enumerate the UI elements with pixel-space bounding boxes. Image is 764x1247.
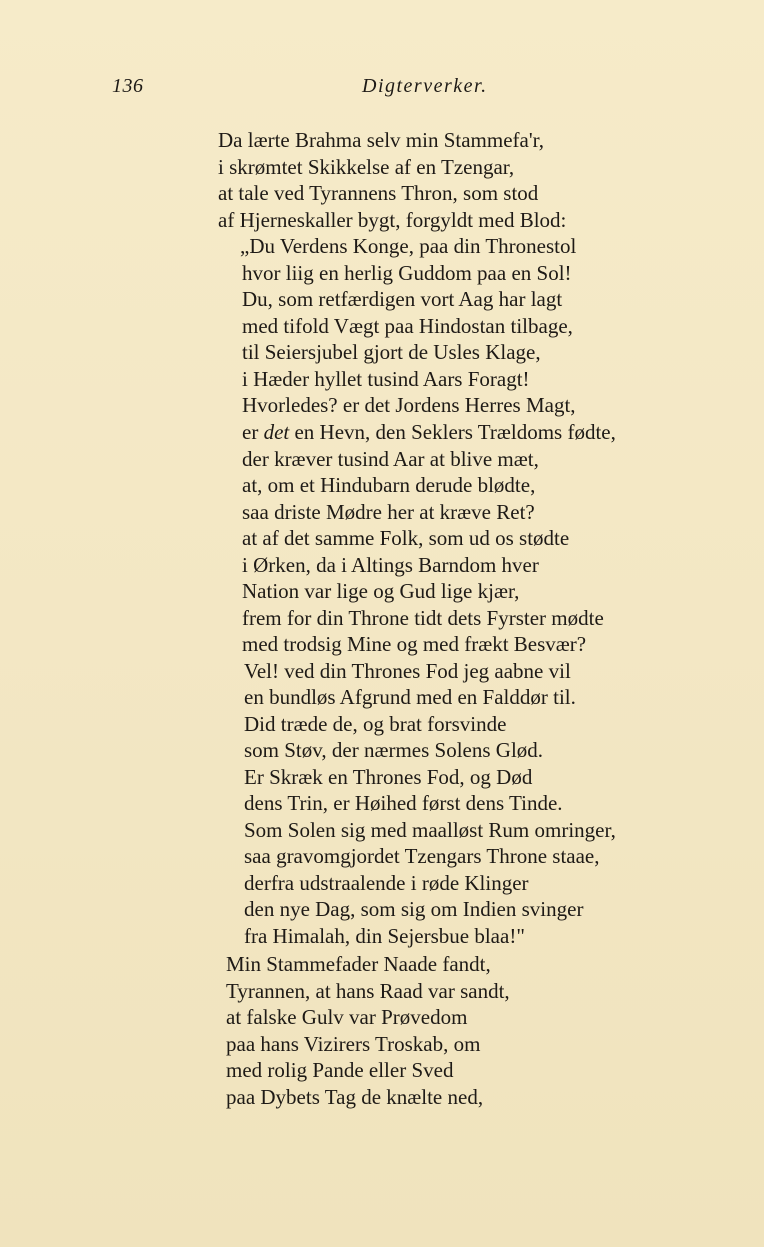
poem-line: paa hans Vizirers Troskab, om (226, 1032, 481, 1056)
poem-line: som Støv, der nærmes Solens Glød. (244, 738, 544, 762)
poem-line: en bundløs Afgrund med en Falddør til. (244, 685, 576, 709)
poem-line: fra Himalah, din Sejersbue blaa!" (244, 924, 525, 948)
poem-line: paa Dybets Tag de knælte ned, (226, 1085, 484, 1109)
poem-line: at, om et Hindubarn derude blødte, (242, 473, 536, 497)
running-title: Digterverker. (362, 75, 488, 97)
poem-line: Da lærte Brahma selv min Stammefa'r, (218, 128, 545, 152)
poem-line: at tale ved Tyrannens Thron, som stod (218, 181, 539, 205)
poem-line: derfra udstraalende i røde Klinger (244, 871, 529, 895)
poem-line: Nation var lige og Gud lige kjær, (242, 579, 520, 603)
poem-line: Vel! ved din Thrones Fod jeg aabne vil (244, 659, 571, 683)
poem-line: Du, som retfærdigen vort Aag har lagt (242, 287, 563, 311)
poem-line: „Du Verdens Konge, paa din Thronestol (240, 234, 577, 258)
line-text: er (242, 420, 264, 444)
poem-line: den nye Dag, som sig om Indien svinger (244, 897, 584, 921)
poem-line: til Seiersjubel gjort de Usles Klage, (242, 340, 541, 364)
poem-line: med rolig Pande eller Sved (226, 1058, 454, 1082)
poem-line: Tyrannen, at hans Raad var sandt, (226, 979, 510, 1003)
poem-line: med tifold Vægt paa Hindostan tilbage, (242, 314, 573, 338)
poem-line: Som Solen sig med maalløst Rum omringer, (244, 818, 616, 842)
line-text: en Hevn, den Seklers Trældoms fødte, (289, 420, 616, 444)
poem-line: saa driste Mødre her at kræve Ret? (242, 500, 535, 524)
poem-line: saa gravomgjordet Tzengars Throne staae, (244, 844, 600, 868)
poem-line: i skrømtet Skikkelse af en Tzengar, (218, 155, 515, 179)
page-number: 136 (112, 75, 144, 97)
poem-line: Er Skræk en Thrones Fod, og Død (244, 765, 533, 789)
poem-line: der kræver tusind Aar at blive mæt, (242, 447, 539, 471)
poem-line: frem for din Throne tidt dets Fyrster mødte (242, 606, 604, 630)
poem-line: at falske Gulv var Prøvedom (226, 1005, 468, 1029)
poem-line: i Hæder hyllet tusind Aars Foragt! (242, 367, 530, 391)
poem-line: af Hjerneskaller bygt, forgyldt med Blod: (218, 208, 567, 232)
emphasized-word: det (263, 420, 290, 444)
poem-line: at af det samme Folk, som ud os stødte (242, 526, 570, 550)
poem-line: med trodsig Mine og med frækt Besvær? (242, 632, 587, 656)
poem-line: Min Stammefader Naade fandt, (226, 952, 491, 976)
poem-line: Did træde de, og brat forsvinde (244, 712, 507, 736)
poem-line: dens Trin, er Høihed først dens Tinde. (244, 791, 563, 815)
poem-line: i Ørken, da i Altings Barndom hver (242, 553, 539, 577)
poem-line: Hvorledes? er det Jordens Herres Magt, (242, 393, 576, 417)
poem-line (242, 422, 616, 443)
poem-line: hvor liig en herlig Guddom paa en Sol! (242, 261, 572, 285)
